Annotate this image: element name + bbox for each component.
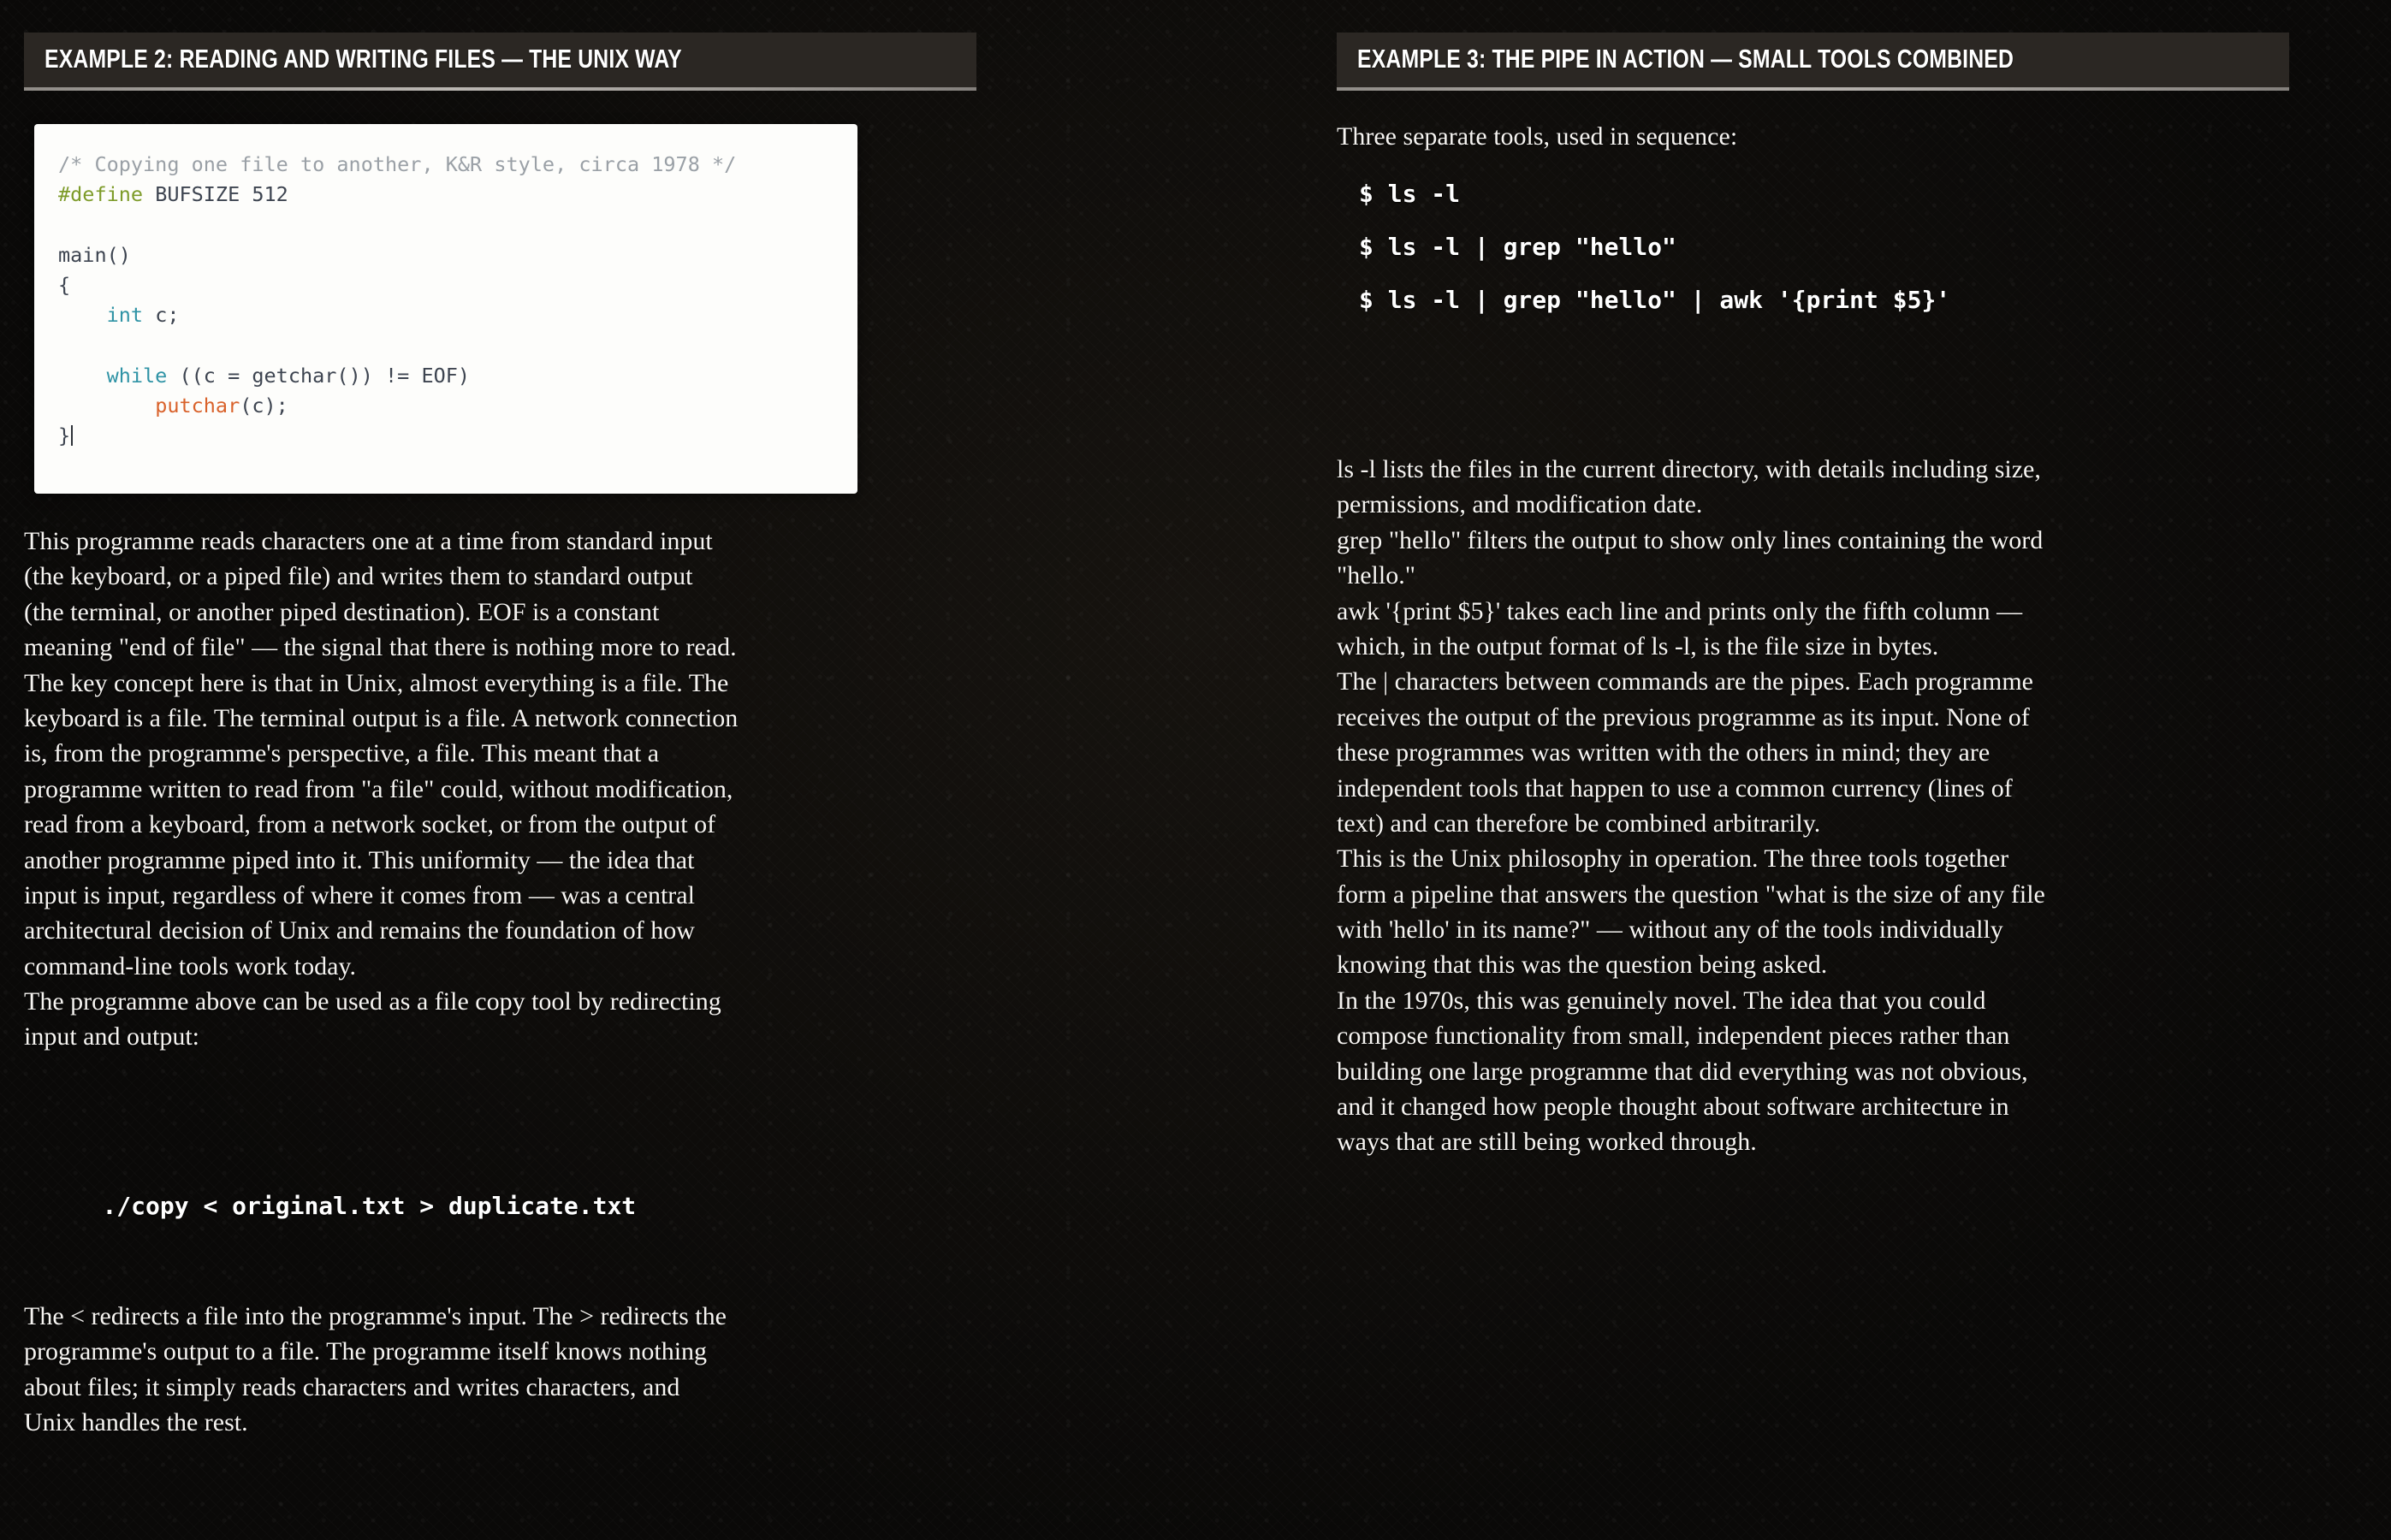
prose-line: text) and can therefore be combined arbitrarily. [1337,808,1821,838]
code-brace-open: { [58,273,71,297]
right-section-header [1337,33,2289,91]
pipeline-command-3: $ ls -l | grep "hello" | awk '{print $5}' [1359,286,1951,314]
code-define-rest: BUFSIZE 512 [143,182,288,207]
right-intro-text [1337,120,2289,155]
code-putchar-rest: (c); [240,394,288,418]
pipeline-command-2: $ ls -l | grep "hello" [1359,233,1676,261]
code-main-line: main() [58,242,131,267]
copy-redirect-command-text: ./copy < original.txt > duplicate.txt [102,1192,637,1220]
right-header-bar [1337,33,2289,87]
c-code-card [34,124,857,494]
prose-line: keyboard is a file. The terminal output is a file. A network connection [24,703,739,732]
text-cursor-caret [71,425,73,446]
left-header-title: EXAMPLE 2: READING AND WRITING FILES — THE UNIX WAY [44,44,682,74]
prose-line: "hello." [1337,561,1415,590]
code-putchar-function: putchar [155,394,240,418]
prose-line: compose functionality from small, independent pieces rather than [1337,1022,2010,1051]
prose-line: This is the Unix philosophy in operation. The three tools together [1337,844,2009,874]
prose-line: receives the output of the previous programme as its input. None of [1337,702,2030,732]
code-define-keyword: #define [58,182,144,207]
prose-line: about files; it simply reads characters and writes characters, and [24,1372,680,1401]
prose-line: ls -l lists the files in the current directory, with details including size, [1337,455,2041,483]
right-header-title: EXAMPLE 3: THE PIPE IN ACTION — SMALL TOOLS COMBINED [1357,44,2014,74]
prose-line: ways that are still being worked through. [1337,1128,1757,1157]
right-body-paragraph [1337,452,2289,1160]
prose-line: architectural decision of Unix and remains the foundation of how [24,916,695,945]
code-comment-line: /* Copying one file to another, K&R style, circa 1978 */ [58,152,737,176]
prose-line: form a pipeline that answers the question "what is the size of any file [1337,880,2045,909]
c-code-block [58,150,834,452]
prose-line: meaning "end of file" — the signal that there is nothing more to read. [24,633,737,662]
prose-line: building one large programme that did everything was not obvious, [1337,1057,2028,1086]
code-while-keyword: while [106,363,168,388]
prose-line: The key concept here is that in Unix, almost everything is a file. The [24,668,729,697]
prose-line: another programme piped into it. This uniformity — the idea that [24,845,695,874]
prose-line: with 'hello' in its name?" — without any of the tools individually [1337,915,2003,945]
prose-line: independent tools that happen to use a common currency (lines of [1337,773,2013,803]
prose-line: The < redirects a file into the programme's input. The > redirects the [24,1302,727,1330]
prose-line: permissions, and modification date. [1337,490,1703,519]
prose-line: In the 1970s, this was genuinely novel. The idea that you could [1337,986,1986,1015]
code-int-keyword: int [106,303,144,328]
prose-line: The programme above can be used as a file copy tool by redirecting [24,987,721,1016]
prose-line: input is input, regardless of where it comes from — was a central [24,880,695,909]
prose-line: which, in the output format of ls -l, is the file size in bytes. [1337,631,1939,660]
copy-redirect-command [44,1164,636,1248]
prose-line: input and output: [24,1022,199,1051]
prose-line: This programme reads characters one at a time from standard input [24,527,713,555]
prose-line: knowing that this was the question being asked. [1337,951,1828,980]
prose-line: these programmes was written with the others in mind; they are [1337,738,1991,767]
pipeline-command-1: $ ls -l [1359,180,1461,208]
right-intro-label: Three separate tools, used in sequence: [1337,122,1738,151]
code-int-rest: c; [143,303,180,328]
code-brace-close: } [58,424,71,448]
prose-line: (the keyboard, or a piped file) and writes them to standard output [24,562,693,591]
prose-line: grep "hello" filters the output to show only lines containing the word [1337,525,2044,554]
left-closing-paragraph [24,1299,976,1441]
prose-line: is, from the programme's perspective, a file. This meant that a [24,739,660,768]
prose-line: The | characters between commands are the pipes. Each programme [1337,667,2033,696]
left-section-header [24,33,976,91]
prose-line: and it changed how people thought about software architecture in [1337,1093,2009,1122]
prose-line: Unix handles the rest. [24,1408,248,1437]
prose-line: read from a keyboard, from a network socket, or from the output of [24,810,716,839]
code-while-rest: ((c = getchar()) != EOF) [167,363,471,388]
prose-line: programme written to read from "a file" could, without modification, [24,774,733,803]
prose-line: command-line tools work today. [24,951,356,980]
prose-line: programme's output to a file. The programme itself knows nothing [24,1337,708,1366]
left-header-bar [24,33,976,87]
prose-line: awk '{print $5}' takes each line and prints only the fifth column — [1337,596,2023,625]
left-body-paragraph [24,524,976,1055]
right-header-rule [1337,87,2289,91]
left-header-rule [24,87,976,91]
prose-line: (the terminal, or another piped destination). EOF is a constant [24,597,660,626]
pipeline-command-list [1359,180,1950,339]
